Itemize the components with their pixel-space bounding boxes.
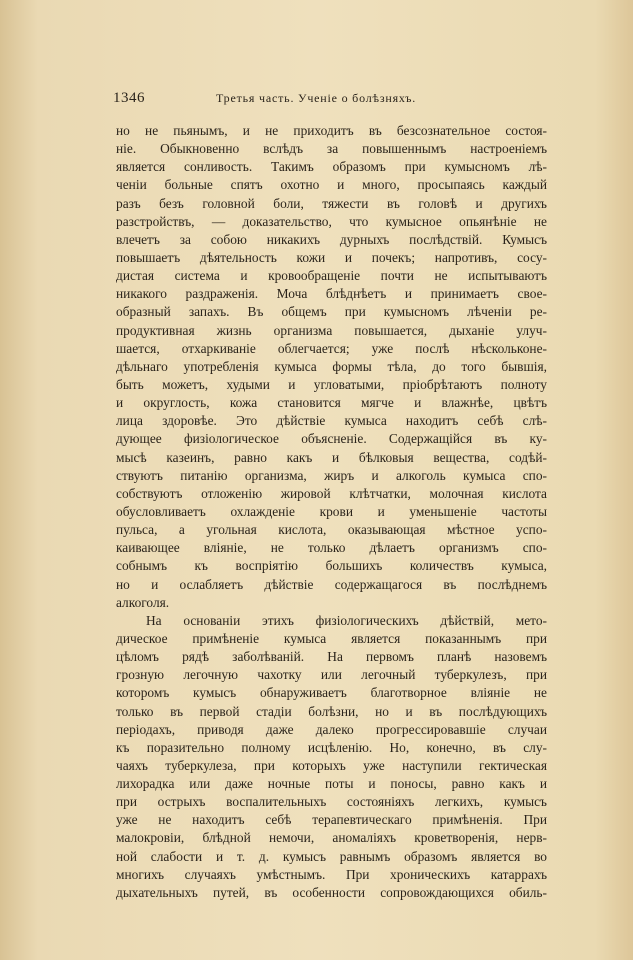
text-line: мысѣ казеинъ, равно какъ и бѣлковыя вещества, содѣй- <box>116 449 547 465</box>
text-line: каивающее вліяніе, не только дѣлаетъ организмъ спо- <box>116 540 547 556</box>
text-line: ченіи больные спятъ охотно и много, просыпаясь каждый <box>116 177 547 193</box>
text-line: грозную легочную чахотку или легочный туберкулезъ, при <box>116 667 547 683</box>
text-line: алкоголя. <box>116 594 170 610</box>
text-line: при острыхъ воспалительныхъ состояніяхъ легкихъ, кумысъ <box>116 794 547 810</box>
page-number: 1346 <box>113 90 145 106</box>
text-line: и округлость, кожа становится мягче и влажнѣе, цвѣтъ <box>116 395 547 411</box>
text-line: пульса, а угольная кислота, оказывающая мѣстное успо- <box>116 522 547 538</box>
text-line: продуктивная жизнь организма повышается, дыханіе улуч- <box>116 322 547 338</box>
text-line: дѣльнаго употребленія кумыса формы тѣла, до того бывшія, <box>116 358 547 374</box>
text-line: разстройствъ, — доказательство, что кумысное опьянѣніе не <box>116 213 547 229</box>
text-line: дическое примѣненіе кумыса является показаннымъ при <box>116 630 547 646</box>
text-line: но и ослабляетъ дѣйствіе содержащагося въ послѣднемъ <box>116 576 547 592</box>
text-line: только въ первой стадіи болѣзни, но и въ послѣдующихъ <box>116 703 547 719</box>
text-line: никакого раздраженія. Моча блѣднѣетъ и принимаетъ свое- <box>116 286 547 302</box>
text-line: лица здоровѣе. Это дѣйствіе кумыса находитъ себѣ слѣ- <box>116 413 547 429</box>
text-line: дистая система и кровообращеніе почти не испытываютъ <box>116 268 547 284</box>
text-line: влечетъ за собою никакихъ дурныхъ послѣдствій. Кумысъ <box>116 231 547 247</box>
text-line: малокровіи, блѣдной немочи, аномаліяхъ кроветворенія, нерв- <box>116 830 547 846</box>
text-line: ствуютъ питанію организма, жиръ и алкоголь кумыса спо- <box>116 467 547 483</box>
text-line: обусловливаетъ охлажденіе крови и уменьшеніе частоты <box>116 503 547 519</box>
body-text <box>116 122 547 902</box>
text-line: ніе. Обыкновенно вслѣдъ за повышеннымъ настроеніемъ <box>116 141 547 157</box>
text-line: быть можетъ, худыми и угловатыми, пріобрѣтаютъ полноту <box>116 376 547 392</box>
text-line: шается, отхаркиваніе облегчается; уже послѣ нѣскольконе- <box>116 340 547 356</box>
text-line: уже не находитъ себѣ терапевтическаго примѣненія. При <box>116 812 547 828</box>
text-line: дующее физіологическое объясненіе. Содержащійся въ ку- <box>116 431 547 447</box>
text-line: ной слабости и т. д. кумысъ равнымъ образомъ является во <box>116 848 547 864</box>
text-line: которомъ кумысъ обнаруживаетъ благотворное вліяніе не <box>116 685 547 701</box>
running-title: Третья часть. Ученіе о болѣзняхъ. <box>216 91 417 105</box>
text-line: разъ безъ головной боли, тяжести въ головѣ и другихъ <box>116 195 547 211</box>
text-line: собнымъ къ воспріятію большихъ количествъ кумыса, <box>116 558 547 574</box>
text-line: лихорадка или даже ночные поты и поносы, равно какъ и <box>116 776 547 792</box>
text-line: цѣломъ рядѣ заболѣваній. На первомъ планѣ назовемъ <box>116 649 547 665</box>
text-line: На основаніи этихъ физіологическихъ дѣйствій, мето- <box>146 612 547 628</box>
text-line: но не пьянымъ, и не приходитъ въ безсознательное состоя- <box>116 123 547 138</box>
text-line: собствуютъ отложенію жировой клѣтчатки, молочная кислота <box>116 485 547 501</box>
text-line: къ поразительно полному исцѣленію. Но, конечно, въ слу- <box>116 739 547 755</box>
page-header <box>113 90 553 110</box>
text-line: многихъ случаяхъ умѣстнымъ. При хроническихъ катаррахъ <box>116 866 547 882</box>
text-line: періодахъ, приводя даже далеко прогрессировавшіе случаи <box>116 721 547 737</box>
text-line: повышаетъ дѣятельность кожи и почекъ; напротивъ, сосу- <box>116 249 547 265</box>
text-line: дыхательныхъ путей, въ особенности сопровождающихся обиль- <box>116 884 547 900</box>
text-line: является сонливость. Такимъ образомъ при кумысномъ лѣ- <box>116 159 547 175</box>
text-line: чаяхъ туберкулеза, при которыхъ уже наступили гектическая <box>116 757 547 773</box>
text-line: образный запахъ. Въ общемъ при кумысномъ лѣченіи ре- <box>116 304 547 320</box>
